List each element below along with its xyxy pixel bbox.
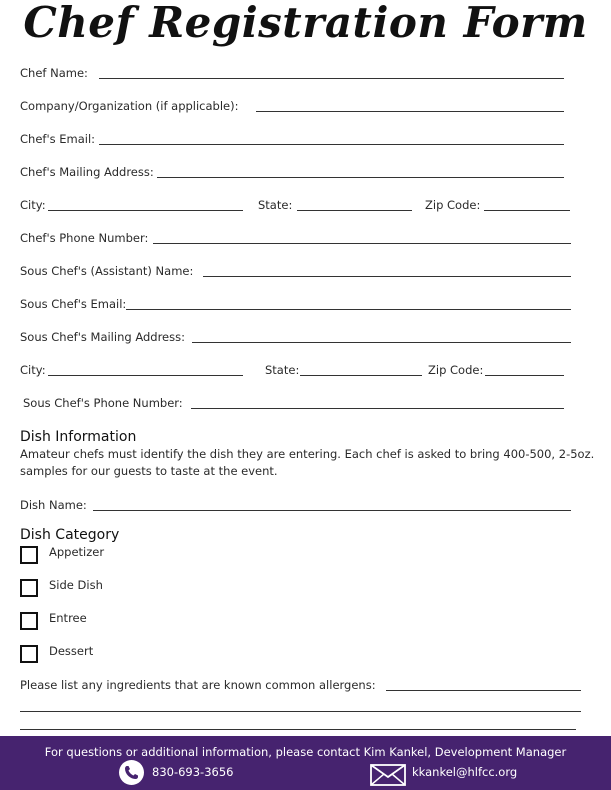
sous-phone-label: Sous Chef's Phone Number: [23, 396, 183, 410]
sous-email-label: Sous Chef's Email: [20, 297, 127, 311]
chef-zip-label: Zip Code: [425, 198, 481, 212]
chef-city-field[interactable] [48, 210, 243, 211]
chef-email-label: Chef's Email: [20, 132, 96, 146]
chef-mailing-label: Chef's Mailing Address: [20, 165, 154, 179]
chef-phone-field[interactable] [153, 243, 571, 244]
chef-city-label: City: [20, 198, 46, 212]
dish-name-field[interactable] [93, 510, 571, 511]
chef-state-label: State: [258, 198, 293, 212]
sous-zip-field[interactable] [485, 375, 564, 376]
chef-phone-label: Chef's Phone Number: [20, 231, 149, 245]
dessert-checkbox[interactable] [20, 645, 38, 663]
chef-mailing-field[interactable] [157, 177, 564, 178]
sous-zip-label: Zip Code: [428, 363, 484, 377]
allergens-field-1[interactable] [386, 690, 581, 691]
sous-city-field[interactable] [48, 375, 243, 376]
chef-name-label: Chef Name: [20, 66, 88, 80]
sous-state-label: State: [265, 363, 300, 377]
sous-city-label: City: [20, 363, 46, 377]
footer-phone[interactable]: 830-693-3656 [152, 765, 234, 779]
sous-mailing-field[interactable] [192, 342, 571, 343]
sous-email-field[interactable] [126, 309, 571, 310]
dish-name-label: Dish Name: [20, 498, 87, 512]
allergens-field-2[interactable] [20, 711, 581, 712]
footer-contact-text: For questions or additional information, please contact Kim Kankel, Development Manager [44, 745, 567, 759]
sous-state-field[interactable] [300, 375, 422, 376]
envelope-icon [370, 764, 406, 786]
allergens-field-3[interactable] [20, 729, 576, 730]
appetizer-checkbox[interactable] [20, 546, 38, 564]
footer-email[interactable]: kkankel@hlfcc.org [412, 765, 518, 779]
sous-name-field[interactable] [203, 276, 571, 277]
chef-email-field[interactable] [99, 144, 564, 145]
sous-name-label: Sous Chef's (Assistant) Name: [20, 264, 194, 278]
chef-zip-field[interactable] [484, 210, 570, 211]
chef-name-field[interactable] [99, 78, 564, 79]
entree-label: Entree [49, 611, 87, 625]
footer-banner [0, 736, 611, 790]
form-title: Chef Registration Form [23, 0, 588, 47]
dish-info-description: Amateur chefs must identify the dish they are entering. Each chef is asked to bring 400-500, 2-5oz. samples for our guests to taste at the event. [20, 447, 595, 478]
sous-phone-field[interactable] [191, 408, 564, 409]
chef-state-field[interactable] [297, 210, 412, 211]
dish-info-heading: Dish Information [20, 429, 137, 445]
entree-checkbox[interactable] [20, 612, 38, 630]
side-dish-label: Side Dish [49, 578, 103, 592]
company-field[interactable] [256, 111, 564, 112]
allergens-label: Please list any ingredients that are known common allergens: [20, 678, 376, 692]
company-label: Company/Organization (if applicable): [20, 99, 239, 113]
appetizer-label: Appetizer [49, 545, 105, 559]
dessert-label: Dessert [49, 644, 94, 658]
dish-category-heading: Dish Category [20, 527, 120, 543]
side-dish-checkbox[interactable] [20, 579, 38, 597]
sous-mailing-label: Sous Chef's Mailing Address: [20, 330, 185, 344]
phone-icon [119, 760, 144, 785]
